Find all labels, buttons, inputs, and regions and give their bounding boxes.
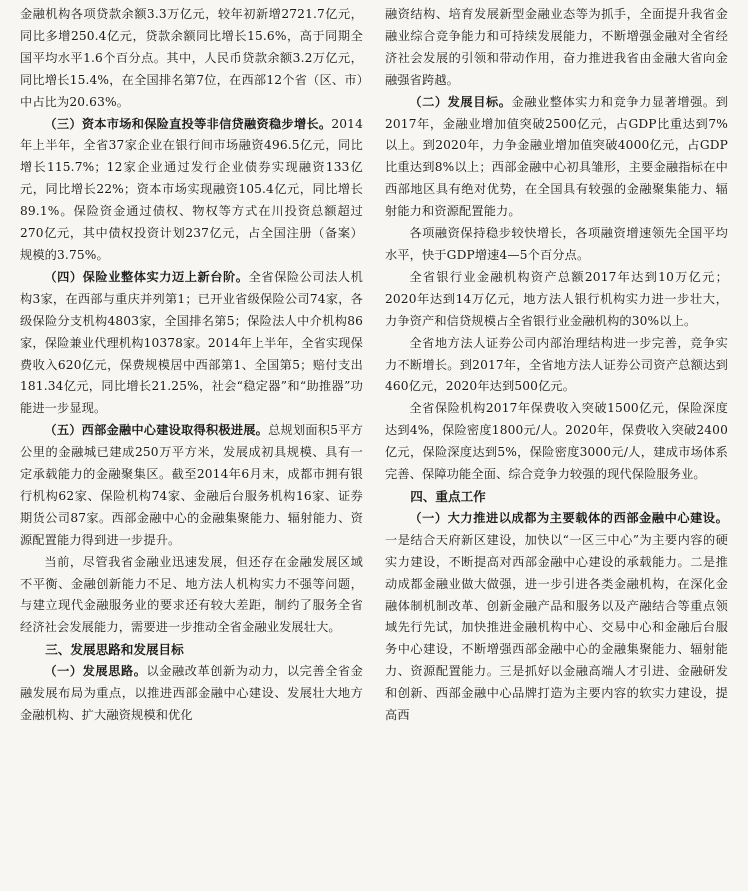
paragraph-body: 2014年上半年，全省37家企业在银行间市场融资496.5亿元，同比增长115.7%；12家企业通过发行企业债券实现融资133亿元，同比增长22%；资本市场实现融资105.4亿元，同比增长89.1%。保险资金通过债权、物权等方式在川投资总额超过270亿元，其中债权投资计划237亿元，占全国注册（备案）规模的3.75%。	[20, 116, 363, 262]
paragraph	[20, 661, 363, 727]
paragraph-lead: （二）发展目标。	[409, 94, 512, 109]
paragraph: 全省银行业金融机构资产总额2017年达到10万亿元；2020年达到14万亿元，地方法人银行机构实力进一步壮大，力争资产和信贷规模占全省银行业金融机构的30%以上。	[385, 269, 728, 328]
paragraph	[20, 420, 363, 551]
paragraph-body: 全省保险公司法人机构3家，在西部与重庆并列第1；已开业省级保险公司74家，各级保险分支机构4803家，全国排名第5；保险法人中介机构86家，保险兼业代理机构10378家。2014年上半年，全省实现保费收入620亿元，保费规模居中西部第1、全国第5；赔付支出181.34亿元，同比增长21.25%，社会“稳定器”和“助推器”功能进一步显现。	[20, 269, 363, 416]
paragraph-lead: （三）资本市场和保险直投等非信贷融资稳步增长。	[44, 116, 332, 131]
paragraph-lead: （五）西部金融中心建设取得积极进展。	[44, 423, 269, 438]
paragraph: 融资结构、培育发展新型金融业态等为抓手，全面提升我省金融业综合竞争能力和可持续发展能力，不断增强金融对全省经济社会发展的引领和带动作用，奋力推进我省由金融大省向金融强省跨越。	[385, 7, 728, 87]
paragraph	[385, 92, 728, 223]
right-column	[385, 4, 728, 891]
paragraph	[20, 267, 363, 420]
paragraph	[20, 114, 363, 267]
paragraph-lead: （四）保险业整体实力迈上新台阶。	[44, 269, 249, 284]
paragraph-lead: （一）大力推进以成都为主要载体的西部金融中心建设。	[409, 510, 728, 525]
left-column	[20, 4, 363, 891]
paragraph-body: 总规划面积5平方公里的金融城已建成250万平方米，发展成初具规模、具有一定承载能力的金融聚集区。截至2014年6月末，成都市拥有银行机构62家、保险机构74家、金融后台服务机构16家、证券期货公司87家。西部金融中心的金融集聚能力、辐射能力、资源配置能力得到进一步提升。	[20, 423, 363, 547]
paragraph: 当前，尽管我省金融业迅速发展，但还存在金融发展区域不平衡、金融创新能力不足、地方法人机构实力不强等问题，与建立现代金融服务业的要求还有较大差距，制约了服务全省经济社会发展能力，需要进一步推动全省金融业发展壮大。	[20, 554, 363, 635]
paragraph: 全省地方法人证券公司内部治理结构进一步完善，竞争实力不断增长。到2017年，全省地方法人证券公司资产总额达到460亿元，2020年达到500亿元。	[385, 335, 728, 394]
paragraph-body: 金融业整体实力和竞争力显著增强。到2017年，金融业增加值突破2500亿元，占GDP比重达到7%以上。到2020年，力争金融业增加值突破4000亿元，占GDP比重达到8%以上；西部金融中心初具雏形，主要金融指标在中西部地区具有绝对优势，在全国具有较强的金融聚集能力、辐射能力和资源配置能力。	[385, 94, 728, 219]
paragraph-body: 一是结合天府新区建设，加快以“一区三中心”为主要内容的硬实力建设，不断提高对西部金融中心建设的承载能力。二是推动成都金融业做大做强，进一步引进各类金融机构，在深化金融体制机制改革、创新金融产品和服务以及产融结合等重点领域先行先试，加快推进金融机构中心、交易中心和金融后台服务中心建设，不断增强西部金融中心的金融集聚能力、辐射能力、资源配置能力。三是抓好以金融高端人才引进、金融研发和创新、西部金融中心品牌打造为主要内容的软实力建设，提高西	[385, 532, 728, 723]
paragraph: 金融机构各项贷款余额3.3万亿元，较年初新增2721.7亿元，同比多增250.4亿元，贷款余额同比增长15.6%，高于同期全国平均水平1.6个百分点。其中，人民币贷款余额3.2万亿元，同比增长15.4%，在全国排名第7位，在西部12个省（区、市）中占比为20.63%。	[20, 7, 363, 109]
section-heading: 四、重点工作	[410, 488, 486, 504]
paragraph: 各项融资保持稳步较快增长，各项融资增速领先全国平均水平，快于GDP增速4—5个百分点。	[385, 226, 728, 262]
paragraph	[385, 508, 728, 727]
paragraph-body: 以金融改革创新为动力，以完善全省金融发展布局为重点，以推进西部金融中心建设、发展壮大地方金融机构、扩大融资规模和优化	[20, 664, 363, 723]
paragraph-lead: （一）发展思路。	[44, 664, 147, 679]
paragraph: 全省保险机构2017年保费收入突破1500亿元，保险深度达到4%，保险密度1800元/人。2020年，保费收入突破2400亿元，保险深度达到5%，保险密度3000元/人，建成市场体系完善、保障功能全面、综合竞争力较强的现代保险服务业。	[385, 401, 728, 482]
section-heading: 三、发展思路和发展目标	[45, 642, 184, 658]
